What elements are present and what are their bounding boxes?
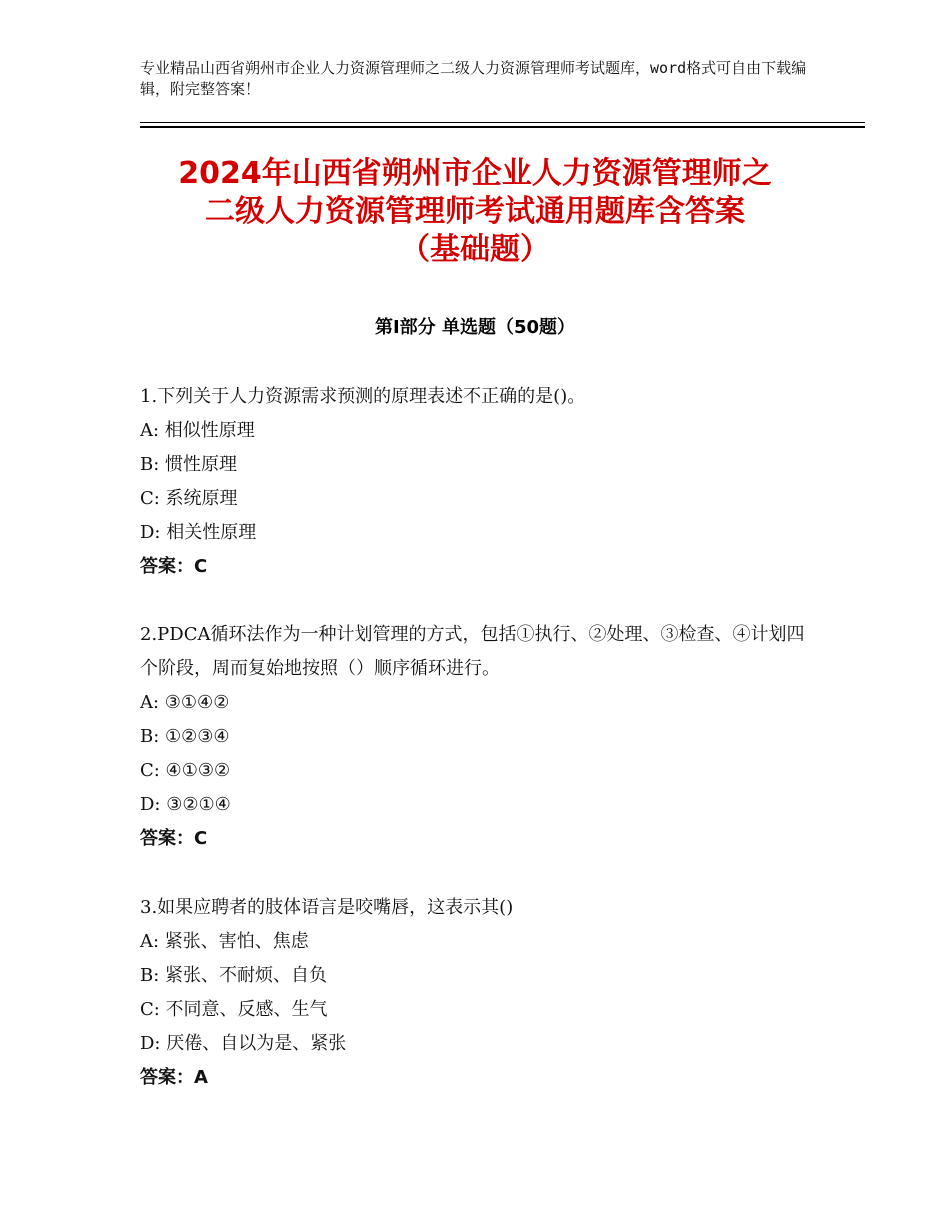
option-d: D: ③②①④ [140,794,231,815]
option-b: B: 惯性原理 [140,454,238,475]
header-note: 专业精品山西省朔州市企业人力资源管理师之二级人力资源管理师考试题库，word格式可自由下载编辑，附完整答案！ [140,59,807,98]
title-line-1: 2024年山西省朔州市企业人力资源管理师之 [178,156,772,191]
question-2 [140,618,820,856]
option-d: D: 相关性原理 [140,522,257,543]
header-rule-thick [140,126,865,128]
question-stem: 3.如果应聘者的肢体语言是咬嘴唇，这表示其() [140,897,514,918]
option-b: B: ①②③④ [140,726,230,747]
section-title: 第Ⅰ部分 单选题（50题） [374,317,575,338]
option-d: D: 厌倦、自以为是、紧张 [140,1033,347,1054]
question-stem: 2.PDCA循环法作为一种计划管理的方式，包括①执行、②处理、③检查、④计划四个阶段，周而复始地按照（）顺序循环进行。 [140,624,805,679]
option-a: A: 相似性原理 [140,420,255,441]
option-c: C: ④①③② [140,760,231,781]
document-title [100,155,850,269]
option-a: A: ③①④② [140,692,230,713]
option-c: C: 系统原理 [140,488,238,509]
option-b: B: 紧张、不耐烦、自负 [140,965,328,986]
answer-line: 答案：A [140,1067,208,1088]
question-3 [140,891,820,1095]
answer-line: 答案：C [140,556,208,577]
title-line-2: 二级人力资源管理师考试通用题库含答案 [205,194,745,229]
header-rule-thin [140,122,865,123]
question-1 [140,380,820,584]
option-c: C: 不同意、反感、生气 [140,999,328,1020]
answer-line: 答案：C [140,828,208,849]
question-stem: 1.下列关于人力资源需求预测的原理表述不正确的是()。 [140,386,586,407]
option-a: A: 紧张、害怕、焦虑 [140,931,309,952]
title-line-3: （基础题） [400,232,550,267]
